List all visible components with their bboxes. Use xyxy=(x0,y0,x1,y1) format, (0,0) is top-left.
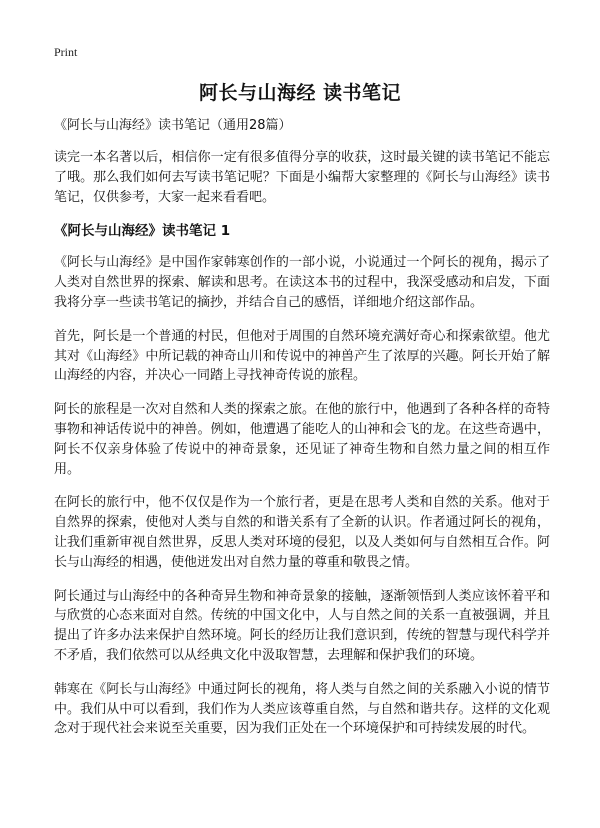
body-paragraph: 阿长的旅程是一次对自然和人类的探索之旅。在他的旅行中，他遇到了各种各样的奇特事物和神话传说中的神兽。例如，他遭遇了能吃人的山神和会飞的龙。在这些奇遇中，阿长不仅亲身体验了传说中的神奇景象，还见证了神奇生物和自然力量之间的相互作用。 xyxy=(54,402,550,477)
body-paragraph: 阿长通过与山海经中的各种奇异生物和神奇景象的接触，逐渐领悟到人类应该怀着平和与欣赏的心态来面对自然。传统的中国文化中，人与自然之间的关系一直被强调，并且提出了许多办法来保护自然环境。阿长的经历让我们意识到，传统的智慧与现代科学并不矛盾，我们依然可以从经典文化中汲取智慧，去理解和保护我们的环境。 xyxy=(54,588,550,663)
section-heading: 《阿长与山海经》读书笔记 1 xyxy=(54,223,231,240)
intro-paragraph: 读完一本名著以后，相信你一定有很多值得分享的收获，这时最关键的读书笔记不能忘了哦。那么我们如何去写读书笔记呢？下面是小编帮大家整理的《阿长与山海经》读书笔记，仅供参考，大家一起来看看吧。 xyxy=(54,150,550,205)
body-paragraph: 《阿长与山海经》是中国作家韩寒创作的一部小说，小说通过一个阿长的视角，揭示了人类对自然世界的探索、解读和思考。在读这本书的过程中，我深受感动和启发，下面我将分享一些读书笔记的摘抄，并结合自己的感悟，详细地介绍这部作品。 xyxy=(54,255,550,310)
body-paragraph: 首先，阿长是一个普通的村民，但他对于周围的自然环境充满好奇心和探索欲望。他尤其对《山海经》中所记载的神奇山川和传说中的神兽产生了浓厚的兴趣。阿长开始了解山海经的内容，并决心一同踏上寻找神奇传说的旅程。 xyxy=(54,328,550,384)
body-paragraph: 在阿长的旅行中，他不仅仅是作为一个旅行者，更是在思考人类和自然的关系。他对于自然界的探索，使他对人类与自然的和谐关系有了全新的认识。作者通过阿长的视角，让我们重新审视自然世界，反思人类对环境的侵犯，以及人类如何与自然相互合作。阿长与山海经的相遇，使他迸发出对自然力量的尊重和敬畏之情。 xyxy=(54,495,550,570)
document-body xyxy=(54,116,550,753)
document-subtitle: 《阿长与山海经》读书笔记（通用28篇） xyxy=(54,118,292,133)
page-title: 阿长与山海经 读书笔记 xyxy=(198,82,402,104)
body-paragraph: 韩寒在《阿长与山海经》中通过阿长的视角，将人类与自然之间的关系融入小说的情节中。我们从中可以看到，我们作为人类应该尊重自然，与自然和谐共存。这样的文化观念对于现代社会来说至关重要，因为我们正处在一个环境保护和可持续发展的时代。 xyxy=(54,681,550,737)
print-link[interactable]: Print xyxy=(54,45,78,59)
